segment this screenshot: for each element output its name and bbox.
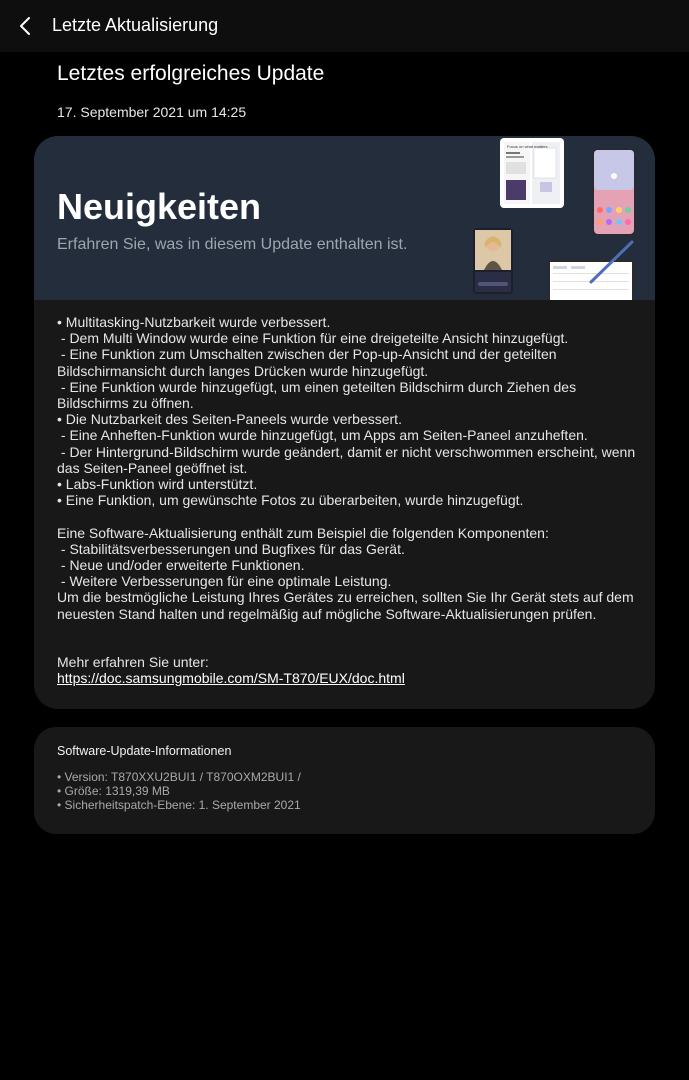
- page-title: Letzte Aktualisierung: [52, 15, 219, 35]
- spacer: [57, 638, 637, 654]
- more-info-label: Mehr erfahren Sie unter:: [57, 654, 209, 671]
- components-line: Eine Software-Aktualisierung enthält zum Beispiel die folgenden Komponenten:: [57, 524, 549, 541]
- news-subtitle: Erfahren Sie, was in diesem Update enthalten ist.: [57, 236, 408, 253]
- release-note-line: Bildschirmansicht durch langes Drücken wurde hinzugefügt.: [57, 362, 429, 379]
- info-list: [57, 770, 301, 813]
- release-note-line: - Eine Funktion zum Umschalten zwischen der Pop-up-Ansicht und der geteilten: [57, 346, 557, 363]
- foldable-phone-graphic: [500, 138, 564, 208]
- release-note-line: • Labs-Funktion wird unterstützt.: [57, 476, 258, 493]
- components-line: - Stabilitätsverbesserungen und Bugfixes für das Gerät.: [57, 540, 405, 557]
- svg-text:Focus on what matters: Focus on what matters: [507, 144, 548, 149]
- devices-illustration: [464, 136, 655, 300]
- software-update-info-card: [34, 727, 655, 834]
- last-update-heading: Letztes erfolgreiches Update: [57, 62, 325, 85]
- components-line: neuesten Stand halten und regelmäßig auf mögliche Software-Aktualisierungen prüfen.: [57, 605, 597, 622]
- flip-phone-graphic: [473, 228, 513, 294]
- release-note-line: Bildschirms zu öffnen.: [57, 395, 194, 412]
- release-note-line: • Die Nutzbarkeit des Seiten-Paneels wurde verbessert.: [57, 411, 402, 428]
- spacer: [57, 508, 637, 524]
- release-notes: [57, 314, 637, 687]
- spacer: [57, 622, 637, 638]
- more-info-link[interactable]: https://doc.samsungmobile.com/SM-T870/EUX/doc.html: [57, 670, 405, 687]
- tablet-graphic: [548, 242, 634, 300]
- news-banner: [34, 136, 655, 300]
- last-update-date: 17. September 2021 um 14:25: [57, 104, 247, 120]
- news-card: [34, 136, 655, 709]
- info-security-patch: • Sicherheitspatch-Ebene: 1. September 2021: [57, 798, 301, 813]
- components-line: - Weitere Verbesserungen für eine optimale Leistung.: [57, 573, 392, 590]
- news-title: Neuigkeiten: [57, 186, 262, 227]
- release-note-line: - Eine Funktion wurde hinzugefügt, um einen geteilten Bildschirm durch Ziehen des: [57, 378, 577, 395]
- components-line: Um die bestmögliche Leistung Ihres Gerätes zu erreichen, sollten Sie Ihr Gerät stets auf dem: [57, 589, 634, 606]
- chevron-left-icon: [18, 16, 32, 36]
- app-bar: [0, 0, 689, 52]
- components-line: - Neue und/oder erweiterte Funktionen.: [57, 557, 305, 574]
- release-note-line: - Dem Multi Window wurde eine Funktion für eine dreigeteilte Ansicht hinzugefügt.: [57, 330, 569, 347]
- release-note-line: • Multitasking-Nutzbarkeit wurde verbessert.: [57, 314, 331, 330]
- release-note-line: - Eine Anheften-Funktion wurde hinzugefügt, um Apps am Seiten-Paneel anzuheften.: [57, 427, 588, 444]
- release-note-line: • Eine Funktion, um gewünschte Fotos zu überarbeiten, wurde hinzugefügt.: [57, 492, 524, 509]
- info-size: • Größe: 1319,39 MB: [57, 784, 170, 799]
- smartphone-graphic: [592, 148, 636, 236]
- info-version: • Version: T870XXU2BUI1 / T870OXM2BUI1 /: [57, 770, 301, 784]
- info-title: Software-Update-Informationen: [57, 744, 232, 758]
- release-note-line: - Der Hintergrund-Bildschirm wurde geändert, damit er nicht verschwommen erscheint, wenn: [57, 443, 636, 460]
- back-button[interactable]: [10, 10, 40, 42]
- release-note-line: das Seiten-Paneel geöffnet ist.: [57, 459, 248, 476]
